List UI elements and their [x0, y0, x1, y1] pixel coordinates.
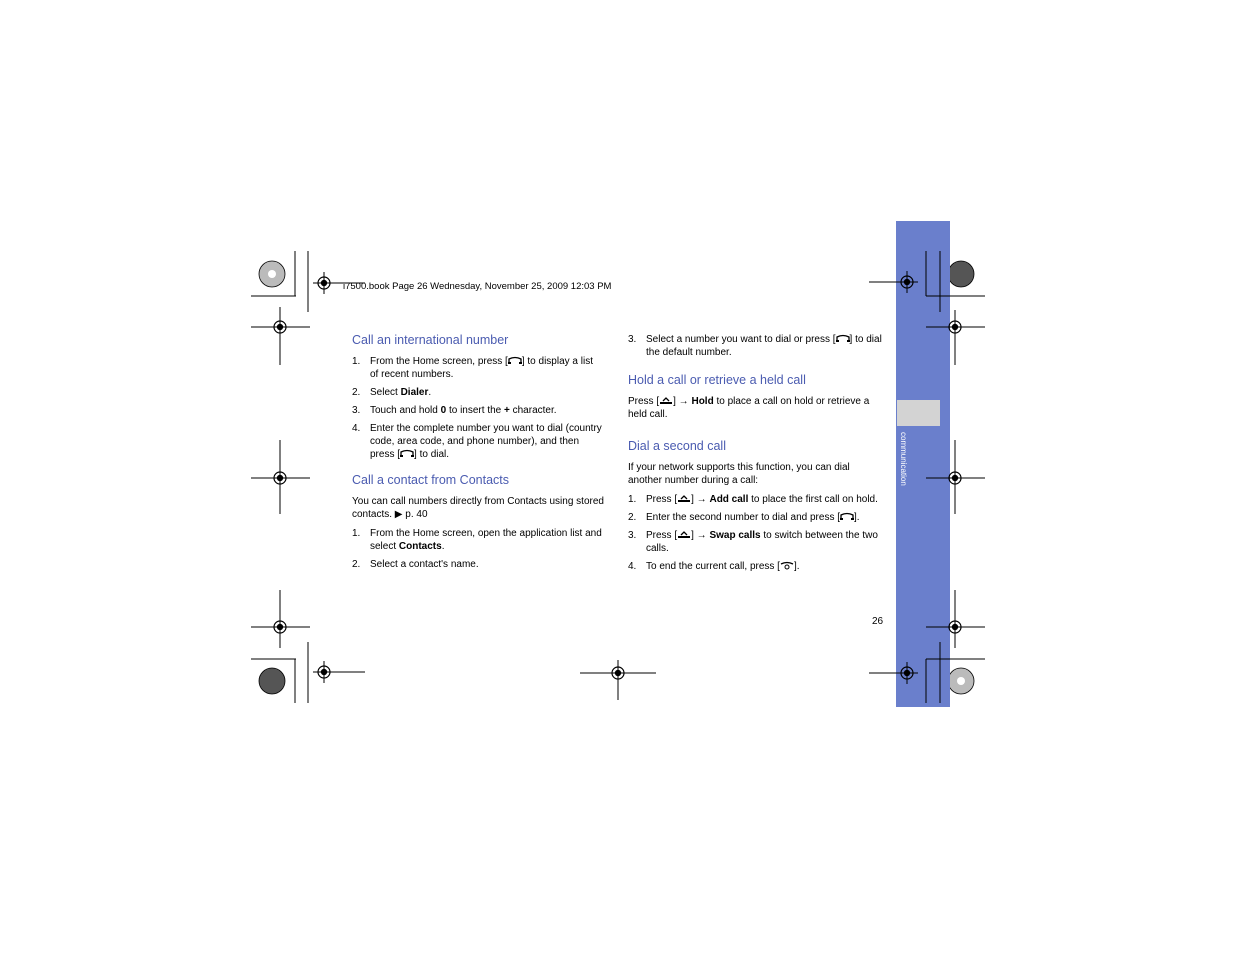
list-item: 2. Enter the second number to dial and press [ ].	[628, 512, 860, 523]
call-key-icon	[836, 334, 850, 343]
steps-contacts	[352, 527, 604, 571]
list-item: 3. Select a number you want to dial or press [ ] to dial the default number.	[628, 334, 882, 358]
list-item: 1. Press [ ] → Add call to place the first call on hold.	[628, 494, 878, 505]
left-column	[352, 333, 604, 583]
right-column	[628, 333, 884, 585]
call-key-icon	[400, 449, 414, 458]
steps-second-call	[628, 493, 884, 573]
list-item: 3. Touch and hold 0 to insert the + character.	[352, 405, 557, 416]
steps-international	[352, 355, 604, 461]
page-number: 26	[872, 616, 884, 627]
call-key-icon	[508, 356, 522, 365]
section-title-international: Call an international number	[352, 333, 509, 347]
list-item: 2. Select a contact's name.	[352, 559, 479, 570]
tab-label: communication	[899, 432, 908, 486]
menu-key-icon	[677, 494, 691, 503]
list-item: 4. To end the current call, press [ ].	[628, 561, 800, 572]
menu-key-icon	[677, 530, 691, 539]
list-item: 2. Select Dialer.	[352, 387, 432, 398]
section-title-second-call: Dial a second call	[628, 439, 726, 453]
contacts-intro: You can call numbers directly from Contacts using stored contacts. ▶ p. 40	[352, 496, 604, 520]
end-key-icon	[780, 561, 794, 570]
print-header: i7500.book Page 26 Wednesday, November 25, 2009 12:03 PM	[343, 281, 612, 292]
second-call-intro: If your network supports this function, you can dial another number during a call:	[628, 462, 850, 486]
list-item: 4. Enter the complete number you want to dial (country code, area code, and phone number), and then press [ ] to dial.	[352, 423, 602, 460]
list-item: 3. Press [ ] → Swap calls to switch between the two calls.	[628, 530, 878, 554]
steps-international-cont	[628, 333, 884, 359]
call-key-icon	[840, 512, 854, 521]
hold-text: Press [ ] → Hold to place a call on hold or retrieve a held call.	[628, 396, 870, 420]
section-title-hold: Hold a call or retrieve a held call	[628, 373, 806, 387]
menu-key-icon	[659, 396, 673, 405]
section-title-contacts: Call a contact from Contacts	[352, 473, 510, 487]
list-item: 1. From the Home screen, open the application list and select Contacts.	[352, 528, 602, 552]
list-item: 1. From the Home screen, press [ ] to display a list of recent numbers.	[352, 356, 593, 380]
